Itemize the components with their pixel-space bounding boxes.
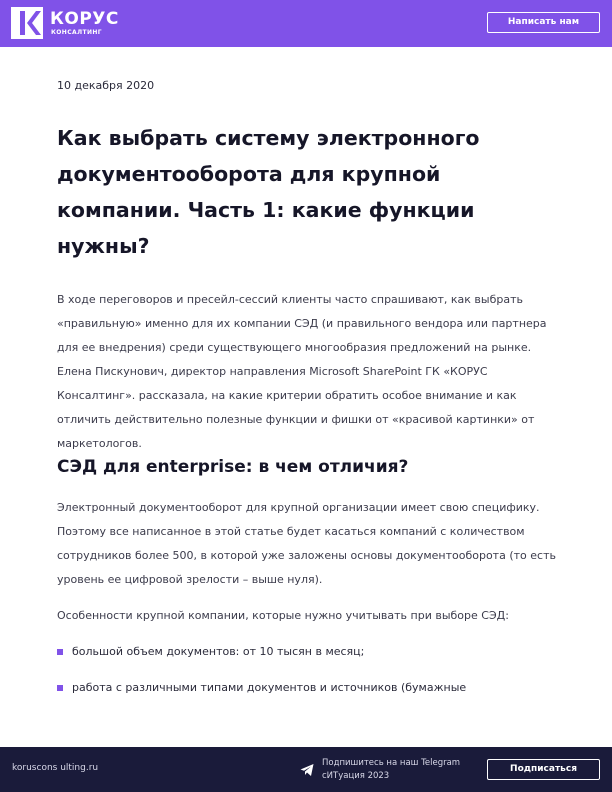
footer-site-link[interactable]: koruscons ulting.ru <box>12 763 99 773</box>
subscribe-button[interactable]: Подписаться <box>487 759 600 780</box>
article-title: Как выбрать систему электронного документооборота для крупной компании. Часть 1: какие функции нужны? <box>57 126 480 258</box>
logo-name[interactable]: КОРУС <box>50 9 119 29</box>
telegram-icon[interactable] <box>300 763 314 777</box>
telegram-promo-line-1: Подпишитесь на наш Telegram <box>322 758 461 768</box>
telegram-promo[interactable] <box>322 757 482 783</box>
article-paragraph-2: Особенности крупной компании, которые нужно учитывать при выборе СЭД: <box>57 609 509 622</box>
bullet-square-icon <box>57 649 63 655</box>
logo-subtitle: КОНСАЛТИНГ <box>51 29 103 36</box>
article-intro: В ходе переговоров и пресейл-сессий клиенты часто спрашивают, как выбрать «правильную» именно для их компании СЭД (и правильного вендора или партнера для ее внедрения) среди существующего многообразия предложений на рынке. Елена Пискунович, директор направления Microsoft SharePoint ГК «КОРУС Консалтинг». рассказала, на какие критерии обратить особое внимание и как отличить действительно полезные функции и фишки от «красивой картинки» от маркетологов. <box>57 293 547 450</box>
contact-us-button[interactable]: Написать нам <box>487 12 600 33</box>
site-header <box>0 0 612 47</box>
list-item-text: большой объем документов: от 10 тысян в месяц; <box>72 645 365 658</box>
article-date: 10 декабря 2020 <box>57 79 155 92</box>
section-heading: СЭД для enterprise: в чем отличия? <box>57 457 409 477</box>
list-item-text: работа с различными типами документов и источников (бумажные <box>72 681 467 694</box>
korus-logo-icon[interactable] <box>11 7 43 39</box>
telegram-promo-line-2: сИТуация 2023 <box>322 771 390 781</box>
bullet-square-icon <box>57 685 63 691</box>
article-paragraph-1: Электронный документооборот для крупной организации имеет свою специфику. Поэтому все написанное в этой статье будет касаться компаний с количеством сотрудников более 500, в которой уже заложены основы документооборота (то есть уровень ее цифровой зрелости – выше нуля). <box>57 501 556 586</box>
